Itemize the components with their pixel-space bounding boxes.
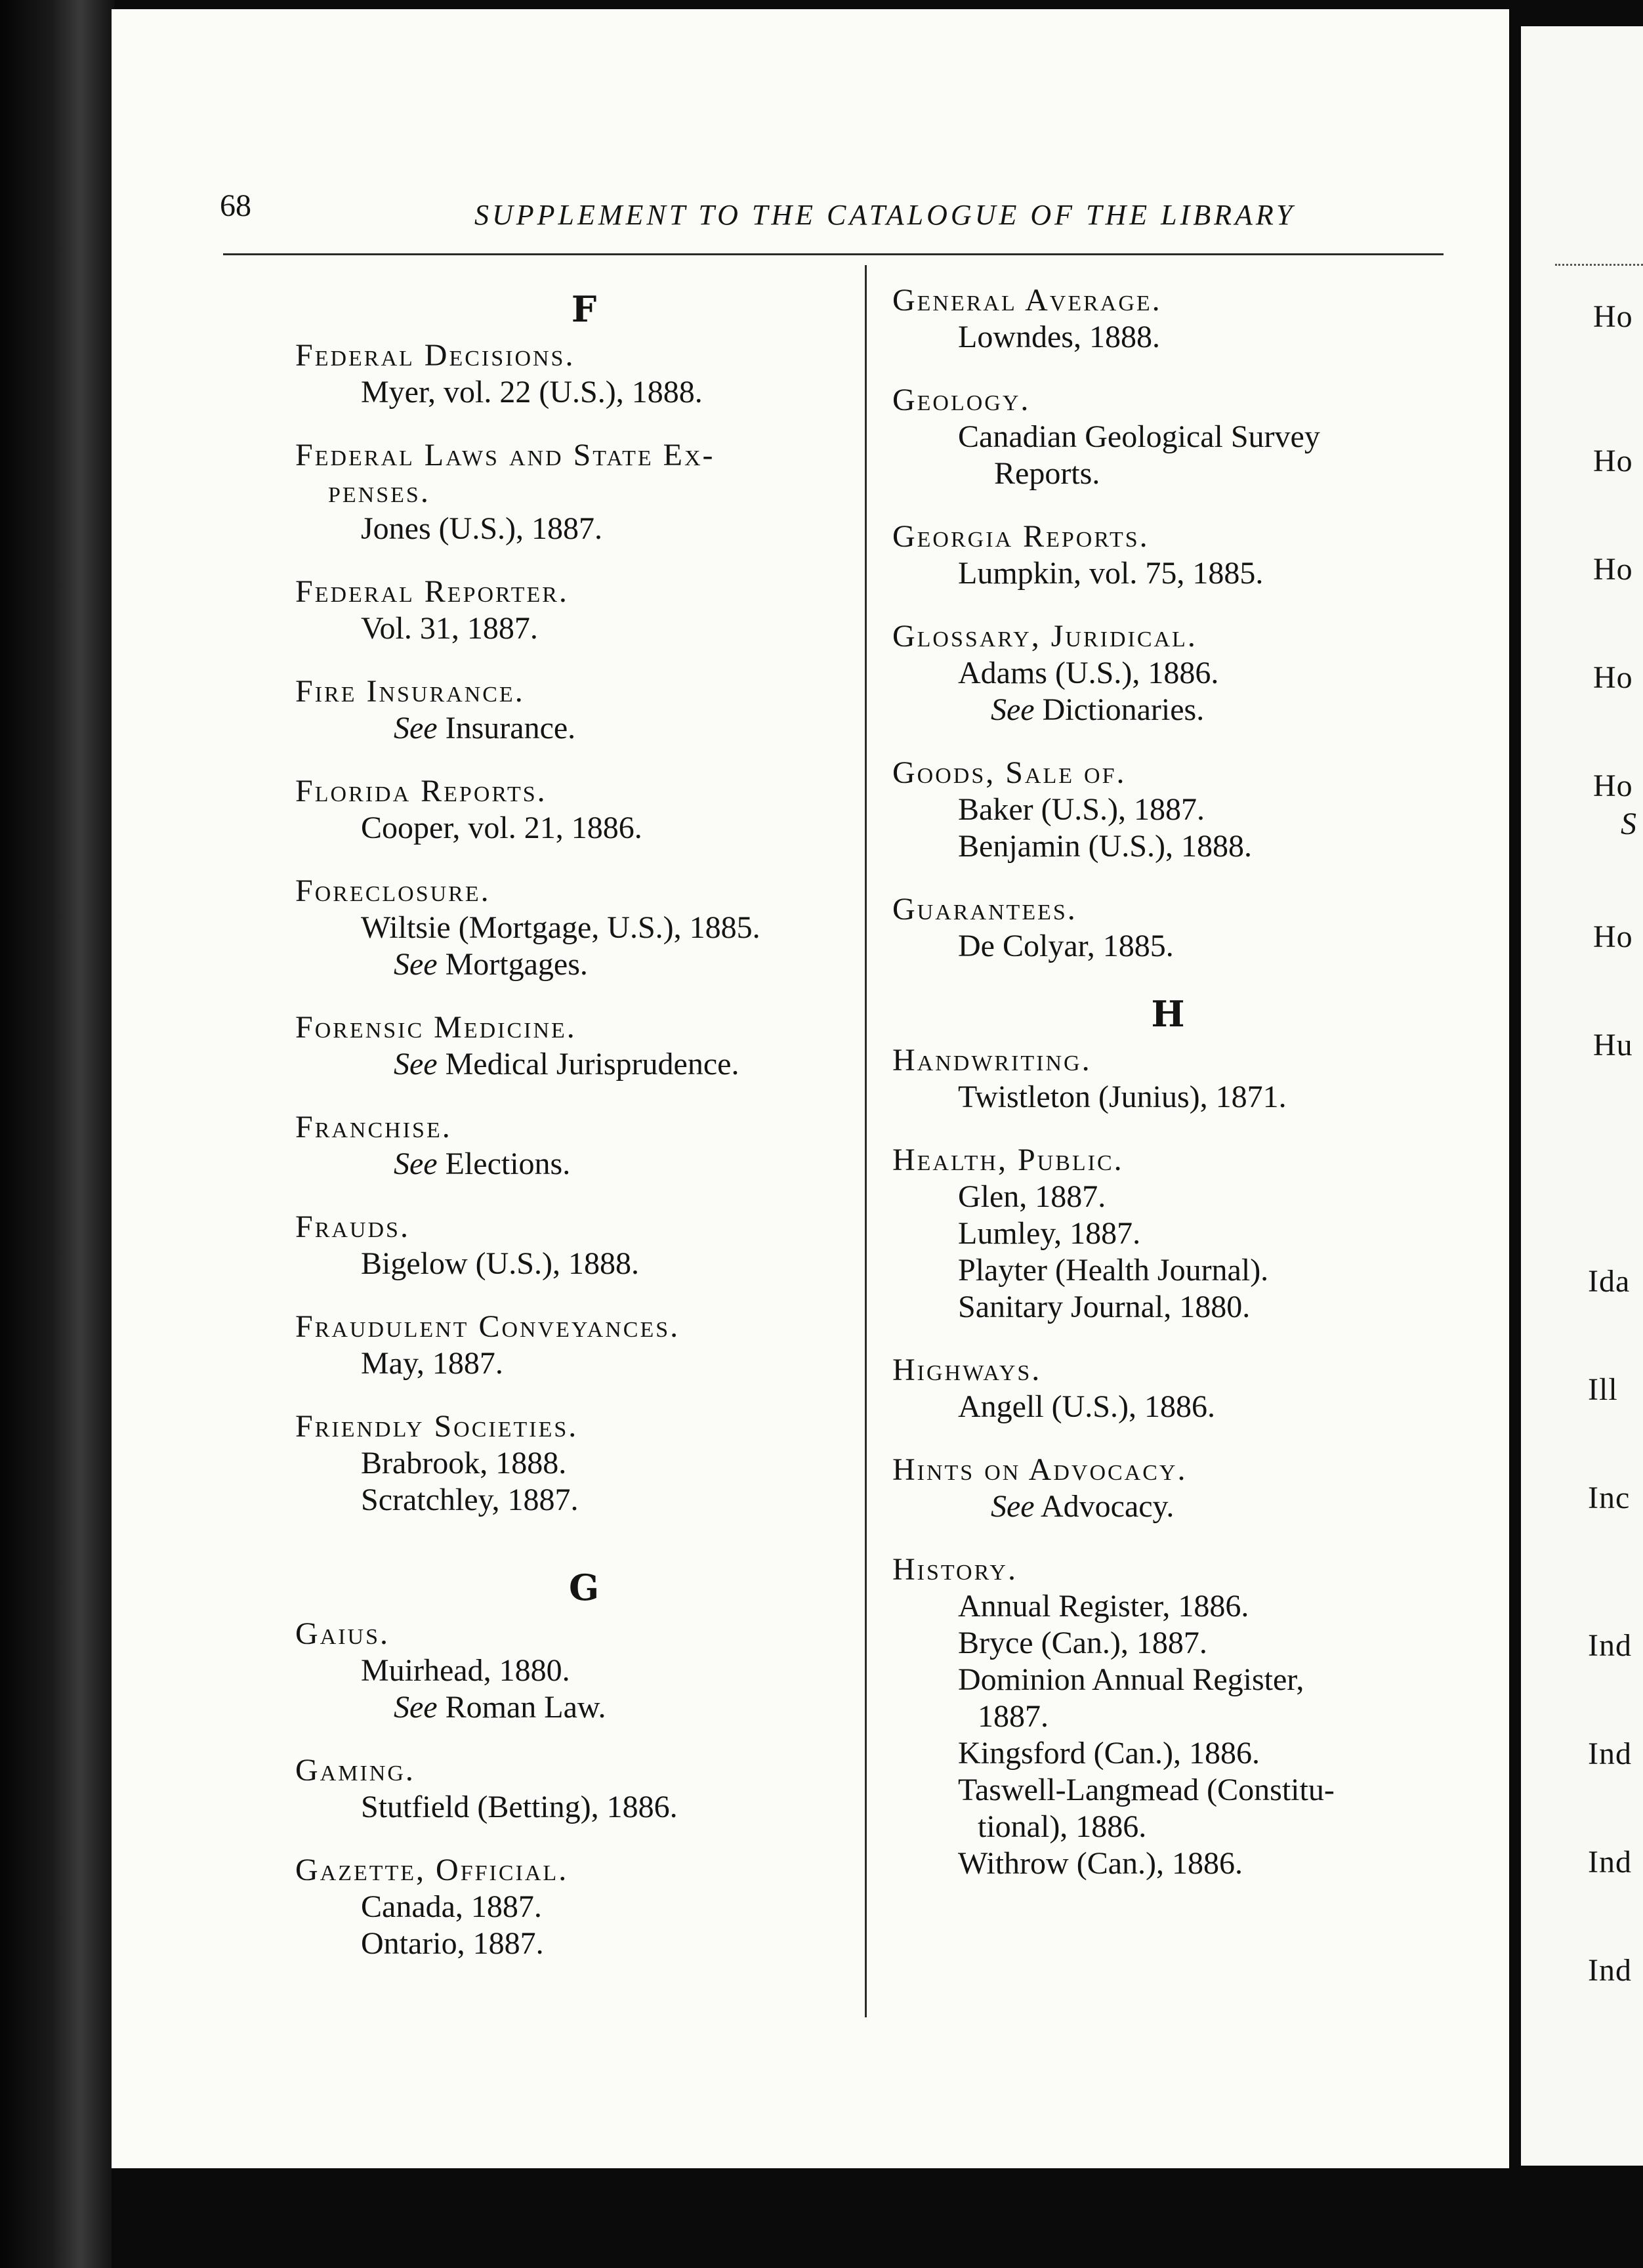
see-word: See (394, 947, 438, 982)
index-entry (295, 337, 873, 411)
entry-heading: Frauds. (295, 1209, 410, 1244)
entry-reference: Adams (U.S.), 1886. (958, 656, 1219, 690)
index-entry (892, 1042, 1444, 1116)
entry-heading: History. (892, 1552, 1018, 1587)
see-word: See (394, 1047, 438, 1082)
entry-heading: Fire Insurance. (295, 674, 525, 709)
entry-reference: Dominion Annual Register, (958, 1662, 1304, 1697)
entry-heading: Gaius. (295, 1616, 390, 1651)
see-target: Dictionaries. (1042, 692, 1205, 727)
entry-reference: Benjamin (U.S.), 1888. (958, 829, 1252, 864)
entry-reference: Angell (U.S.), 1886. (958, 1389, 1215, 1424)
index-entry (892, 1452, 1444, 1525)
index-entry (892, 382, 1444, 492)
entry-reference: Kingsford (Can.), 1886. (958, 1736, 1260, 1771)
entry-heading: Foreclosure. (295, 873, 491, 908)
index-entry (295, 1752, 873, 1826)
index-entry (295, 437, 873, 547)
index-entry (295, 574, 873, 647)
entry-reference: Baker (U.S.), 1887. (958, 792, 1205, 827)
entry-heading: Geology. (892, 383, 1031, 417)
see-target: Insurance. (445, 711, 576, 746)
index-entry (892, 518, 1444, 592)
entry-reference: Muirhead, 1880. (361, 1653, 570, 1688)
index-entry (892, 282, 1444, 356)
see-target: Medical Jurisprudence. (445, 1047, 739, 1082)
index-entry (892, 891, 1444, 965)
page-number: 68 (220, 188, 251, 223)
see-target: Elections. (445, 1146, 571, 1181)
index-entry (892, 1142, 1444, 1326)
facing-fragment: Ind (1588, 1953, 1632, 1988)
entry-reference: Lumpkin, vol. 75, 1885. (958, 556, 1264, 591)
entry-reference: Playter (Health Journal). (958, 1253, 1269, 1288)
facing-fragment: Ind (1588, 1845, 1632, 1880)
entry-heading: Forensic Medicine. (295, 1010, 577, 1045)
see-reference (295, 1689, 873, 1726)
see-reference (295, 710, 873, 747)
index-entry (892, 1551, 1444, 1882)
entry-reference: Ontario, 1887. (361, 1926, 544, 1961)
index-entry (295, 1852, 873, 1962)
entry-reference: Canadian Geological Survey (958, 419, 1320, 454)
entry-heading-continuation: penses. (328, 474, 430, 509)
entry-heading: Friendly Societies. (295, 1409, 579, 1444)
entry-heading: General Average. (892, 283, 1162, 318)
index-entry (295, 673, 873, 747)
facing-header-rule (1555, 264, 1643, 266)
entry-heading: Glossary, Juridical. (892, 619, 1197, 654)
facing-fragment: Ida (1588, 1264, 1631, 1299)
facing-fragment: Ho (1593, 768, 1633, 803)
entry-reference: Sanitary Journal, 1880. (958, 1290, 1251, 1324)
entry-reference: Brabrook, 1888. (361, 1446, 567, 1480)
facing-fragment: Ill (1588, 1372, 1618, 1407)
entry-reference: Bigelow (U.S.), 1888. (361, 1246, 639, 1281)
index-entry (295, 1309, 873, 1382)
entry-reference: Lumley, 1887. (958, 1216, 1141, 1251)
entry-heading: Georgia Reports. (892, 519, 1150, 554)
entry-reference: Canada, 1887. (361, 1889, 542, 1924)
entry-heading: Hints on Advocacy. (892, 1452, 1188, 1487)
see-word: See (394, 711, 438, 746)
entry-heading: Fraudulent Conveyances. (295, 1309, 680, 1344)
facing-fragment: S (1621, 807, 1636, 841)
facing-fragment: Ho (1593, 660, 1633, 695)
entry-reference: Taswell-Langmead (Constitu- (958, 1773, 1335, 1807)
facing-fragment: Ho (1593, 919, 1633, 954)
entry-reference: Stutfield (Betting), 1886. (361, 1790, 678, 1824)
see-word: See (991, 692, 1035, 727)
index-entry (295, 873, 873, 983)
see-word: See (991, 1489, 1035, 1524)
see-word: See (394, 1690, 438, 1725)
entry-reference-continuation: Reports. (994, 456, 1100, 491)
index-entry (295, 1408, 873, 1519)
entry-reference: Cooper, vol. 21, 1886. (361, 810, 642, 845)
entry-reference: Lowndes, 1888. (958, 320, 1160, 354)
see-reference (295, 1046, 873, 1083)
entry-heading-text: Federal Laws and State Ex- (295, 438, 715, 472)
right-column (892, 282, 1444, 1908)
running-head (220, 184, 1335, 236)
facing-fragment: Ho (1593, 444, 1633, 478)
facing-fragment: Ho (1593, 299, 1633, 334)
index-entry (892, 755, 1444, 865)
entry-reference: May, 1887. (361, 1346, 503, 1381)
entry-heading: Florida Reports. (295, 774, 547, 808)
index-entry (892, 618, 1444, 728)
index-entry (295, 1209, 873, 1282)
see-target: Mortgages. (445, 947, 588, 982)
see-target: Advocacy. (1040, 1489, 1175, 1524)
entry-reference-continuation: 1887. (978, 1699, 1049, 1734)
section-letter-g: G (568, 1566, 600, 1608)
entry-reference: Myer, vol. 22 (U.S.), 1888. (361, 375, 703, 410)
scan-bottom-edge (112, 2168, 1643, 2268)
entry-reference: Annual Register, 1886. (958, 1589, 1249, 1624)
index-entry (295, 1616, 873, 1726)
section-letter-h: H (1151, 993, 1185, 1035)
see-reference (892, 692, 1444, 728)
index-entry (892, 1352, 1444, 1425)
entry-reference: Glen, 1887. (958, 1179, 1106, 1214)
entry-heading: Federal Decisions. (295, 338, 575, 373)
entry-heading (295, 437, 873, 511)
entry-reference: Twistleton (Junius), 1871. (958, 1080, 1287, 1114)
facing-fragment: Ho (1593, 552, 1633, 587)
entry-reference-continuation: tional), 1886. (978, 1809, 1147, 1844)
see-reference (892, 1488, 1444, 1525)
see-reference (295, 946, 873, 983)
see-word: See (394, 1146, 438, 1181)
entry-heading: Goods, Sale of. (892, 755, 1127, 790)
entry-reference: Bryce (Can.), 1887. (958, 1626, 1207, 1660)
entry-heading: Gaming. (295, 1753, 415, 1788)
entry-heading: Handwriting. (892, 1043, 1092, 1078)
facing-fragment: Ind (1588, 1736, 1632, 1771)
section-letter-f: F (571, 288, 597, 330)
entry-reference: Wiltsie (Mortgage, U.S.), 1885. (361, 910, 760, 945)
facing-fragment: Ind (1588, 1628, 1632, 1663)
header-rule (223, 253, 1444, 255)
index-entry (295, 1109, 873, 1183)
see-reference (295, 1146, 873, 1183)
entry-heading: Gazette, Official. (295, 1853, 569, 1887)
entry-reference: Withrow (Can.), 1886. (958, 1846, 1243, 1881)
entry-reference: Jones (U.S.), 1887. (361, 511, 602, 546)
entry-reference: Vol. 31, 1887. (361, 611, 538, 646)
entry-heading: Franchise. (295, 1110, 452, 1144)
left-column (295, 282, 873, 1988)
entry-heading: Guarantees. (892, 892, 1077, 927)
index-entry (295, 1009, 873, 1083)
entry-reference: De Colyar, 1885. (958, 929, 1174, 963)
facing-fragment: Inc (1588, 1480, 1631, 1515)
entry-reference: Scratchley, 1887. (361, 1482, 579, 1517)
facing-fragment: Hu (1593, 1028, 1633, 1062)
index-entry (295, 773, 873, 847)
running-title: SUPPLEMENT TO THE CATALOGUE OF THE LIBRARY (474, 199, 1296, 231)
see-target: Roman Law. (445, 1690, 606, 1725)
entry-heading: Health, Public. (892, 1143, 1124, 1177)
entry-heading: Highways. (892, 1353, 1042, 1387)
entry-heading: Federal Reporter. (295, 574, 569, 609)
scan-binding-edge (0, 0, 115, 2268)
